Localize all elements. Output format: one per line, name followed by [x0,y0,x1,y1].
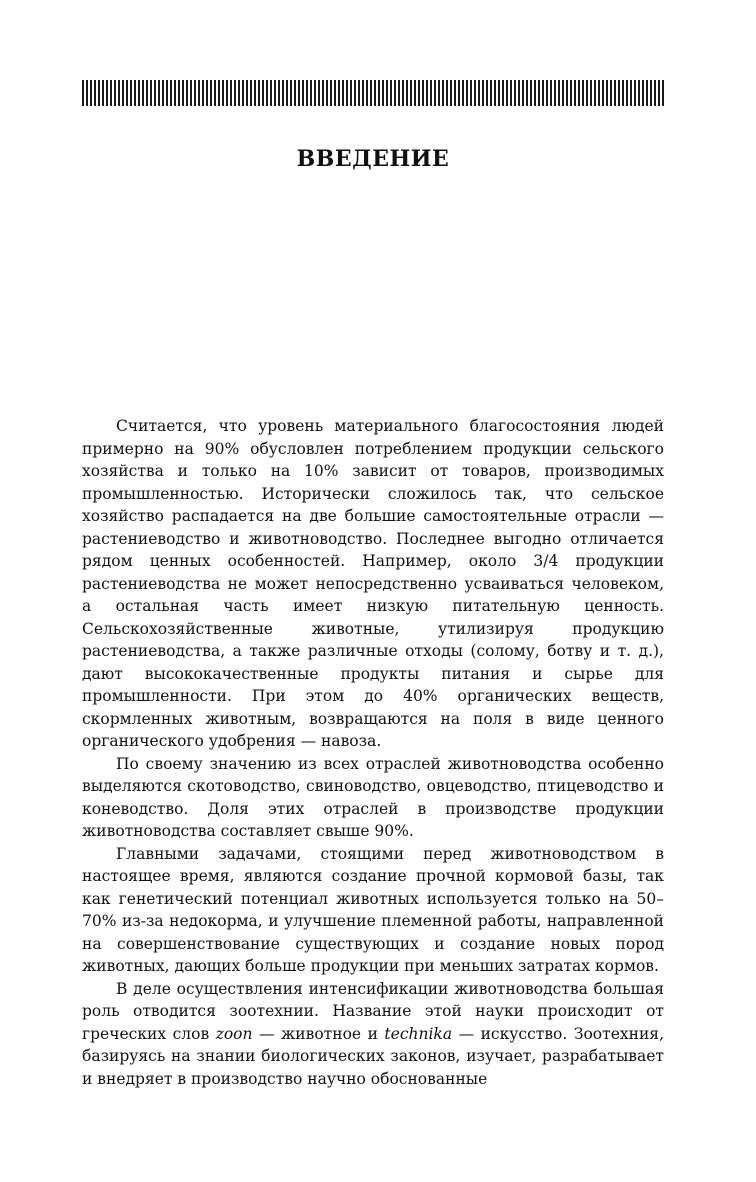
chapter-title: ВВЕДЕНИЕ [296,146,450,172]
paragraph-4-text-2: — животное и [252,1024,385,1043]
paragraph-4 [82,978,664,1091]
term-technika: technika [384,1024,453,1043]
paragraph-4-text-1: В деле осуществления интенсификации животноводства большая роль отводится зоотехнии. Название этой науки происходит от греческих слов [82,979,664,1043]
paragraph-4-text-3: — искусство. Зоотехния, базируясь на знании биологических законов, изучает, разрабатывает и внедряет в производство научно обоснованные [82,1024,664,1088]
paragraph-2: По своему значению из всех отраслей животноводства особенно выделяются скотоводство, свиноводство, овцеводство, птицеводство и коневодство. Доля этих отраслей в производстве продукции животноводства составляет свыше 90%. [82,754,664,840]
paragraph-3: Главными задачами, стоящими перед животноводством в настоящее время, являются создание прочной кормовой базы, так как генетический потенциал животных используется только на 50–70% из-за недокорма, и улучшение племенной работы, направленной на совершенствование существующих и создание новых пород животных, дающих больше продукции при меньших затратах кормов. [82,844,664,975]
paragraph-1: Считается, что уровень материального благосостояния людей примерно на 90% обусловлен потреблением продукции сельского хозяйства и только на 10% зависит от товаров, производимых промышленностью. Исторически сложилось так, что сельское хозяйство распадается на две большие самостоятельные отрасли — растениеводство и животноводство. Последнее выгодно отличается рядом ценных особенностей. Например, около 3/4 продукции растениеводства не может непосредственно усваиваться человеком, а остальная часть имеет низкую питательную ценность. Сельскохозяйственные животные, утилизируя продукцию растениеводства, а также различные отходы (солому, ботву и т. д.), дают высококачественные продукты питания и сырье для промышленности. При этом до 40% органических веществ, скормленных животным, возвращаются на поля в виде ценного органического удобрения — навоза. [82,417,664,750]
term-zoon: zoon [215,1024,253,1043]
decorative-header-rule [82,80,664,106]
body-text [82,415,664,1090]
